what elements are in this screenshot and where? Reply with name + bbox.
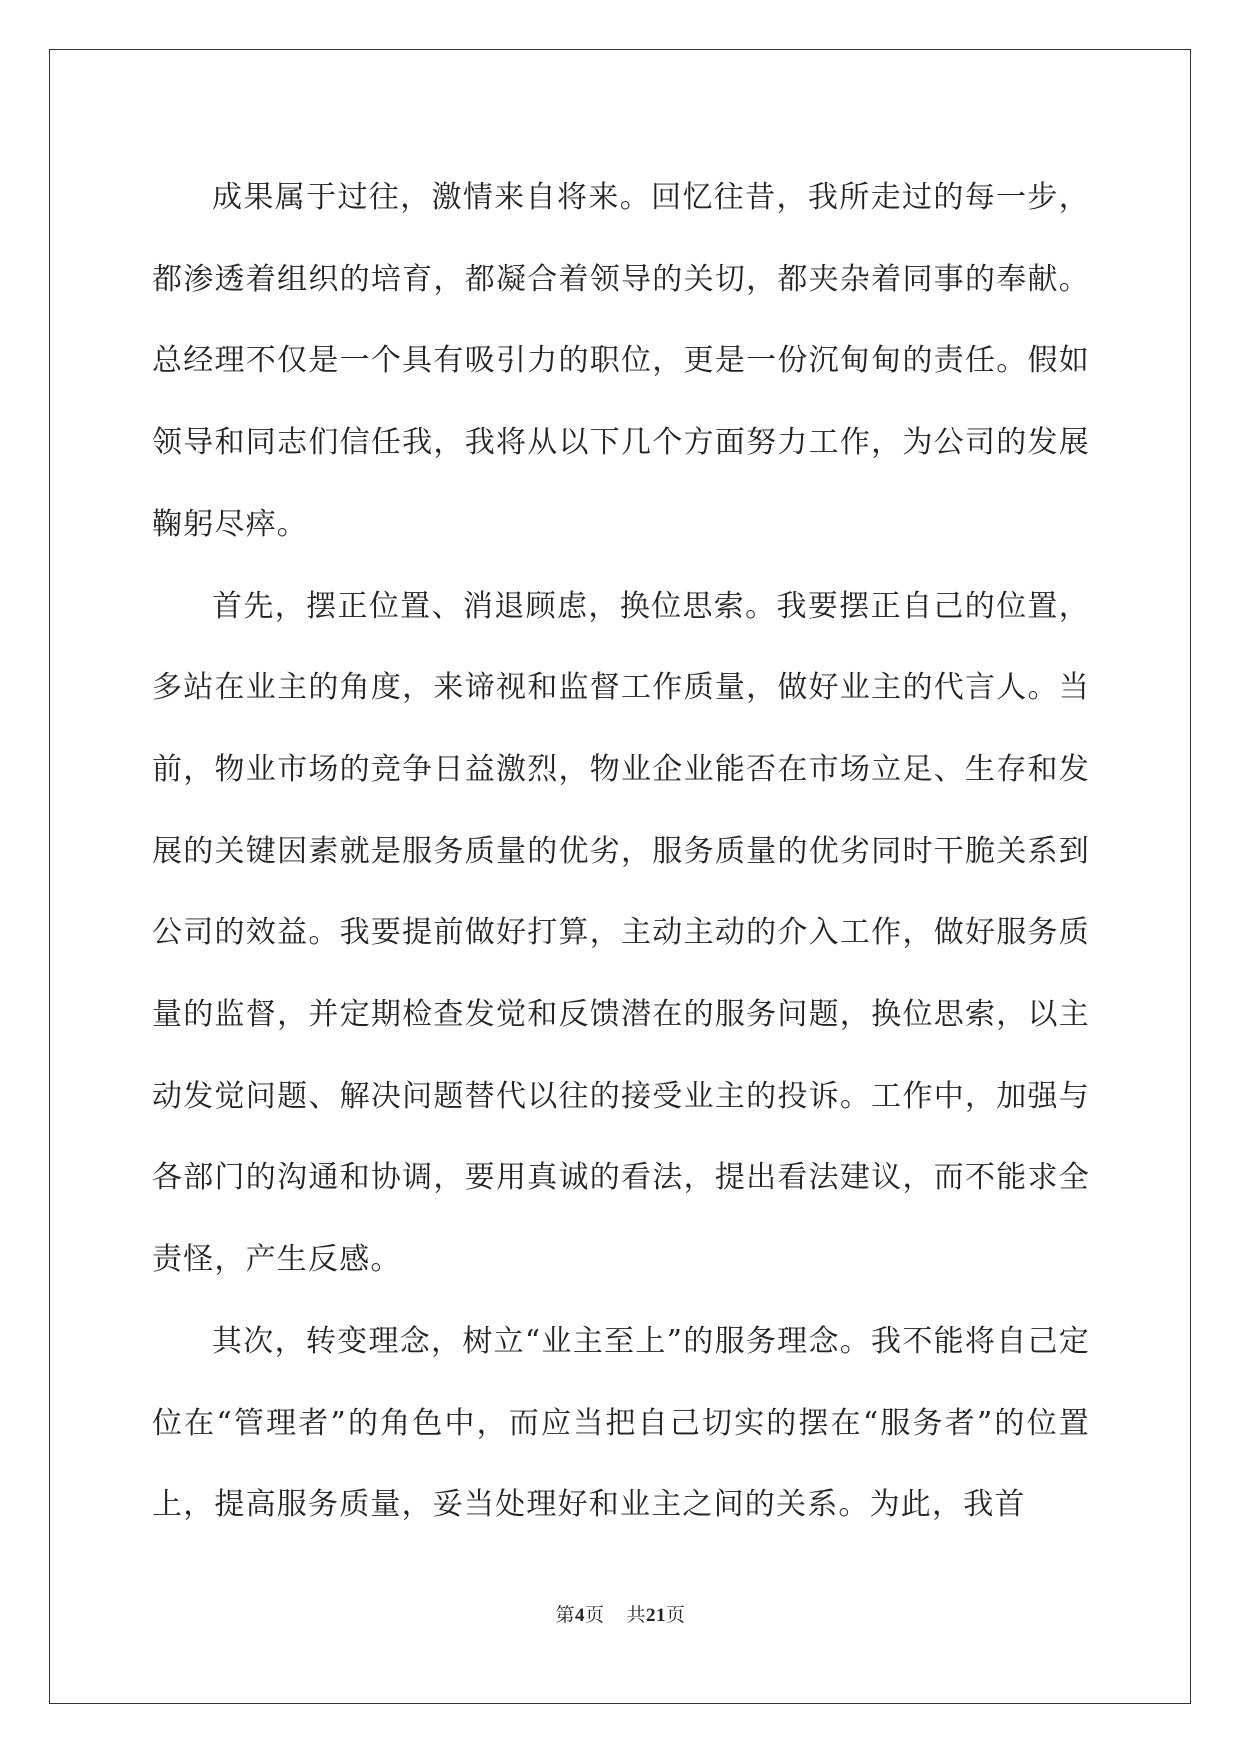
paragraph: 其次，转变理念，树立“业主至上”的服务理念。我不能将自己定位在“管理者”的角色中，而应当把自己切实的摆在“服务者”的位置上，提高服务质量，妥当处理好和业主之间的关系。为此，我首 bbox=[152, 1323, 1090, 1523]
paragraph: 首先，摆正位置、消退顾虑，换位思索。我要摆正自己的位置，多站在业主的角度，来谛视和监督工作质量，做好业主的代言人。当前，物业市场的竞争日益激烈，物业企业能否在市场立足、生存和发展的关键因素就是服务质量的优劣，服务质量的优劣同时干脆关系到公司的效益。我要提前做好打算，主动主动的介入工作，做好服务质量的监督，并定期检查发觉和反馈潜在的服务问题，换位思索，以主动发觉问题、解决问题替代以往的接受业主的投诉。工作中，加强与各部门的沟通和协调，要用真诚的看法，提出看法建议，而不能求全责怪，产生反感。 bbox=[152, 588, 1090, 1278]
paragraph: 成果属于过往，激情来自将来。回忆往昔，我所走过的每一步，都渗透着组织的培育，都凝合着领导的关切，都夹杂着同事的奉献。总经理不仅是一个具有吸引力的职位，更是一份沉甸甸的责任。假如领导和同志们信任我，我将从以下几个方面努力工作，为公司的发展鞠躬尽瘁。 bbox=[152, 180, 1090, 542]
total-pages: 21 bbox=[646, 1605, 667, 1626]
total-suffix: 页 bbox=[666, 1605, 686, 1626]
total-prefix: 共 bbox=[626, 1605, 647, 1626]
page-footer bbox=[0, 1600, 1241, 1627]
document-body bbox=[152, 157, 1090, 1546]
page-suffix: 页 bbox=[584, 1605, 605, 1626]
page-number: 4 bbox=[574, 1605, 585, 1626]
page-prefix: 第 bbox=[555, 1605, 575, 1626]
